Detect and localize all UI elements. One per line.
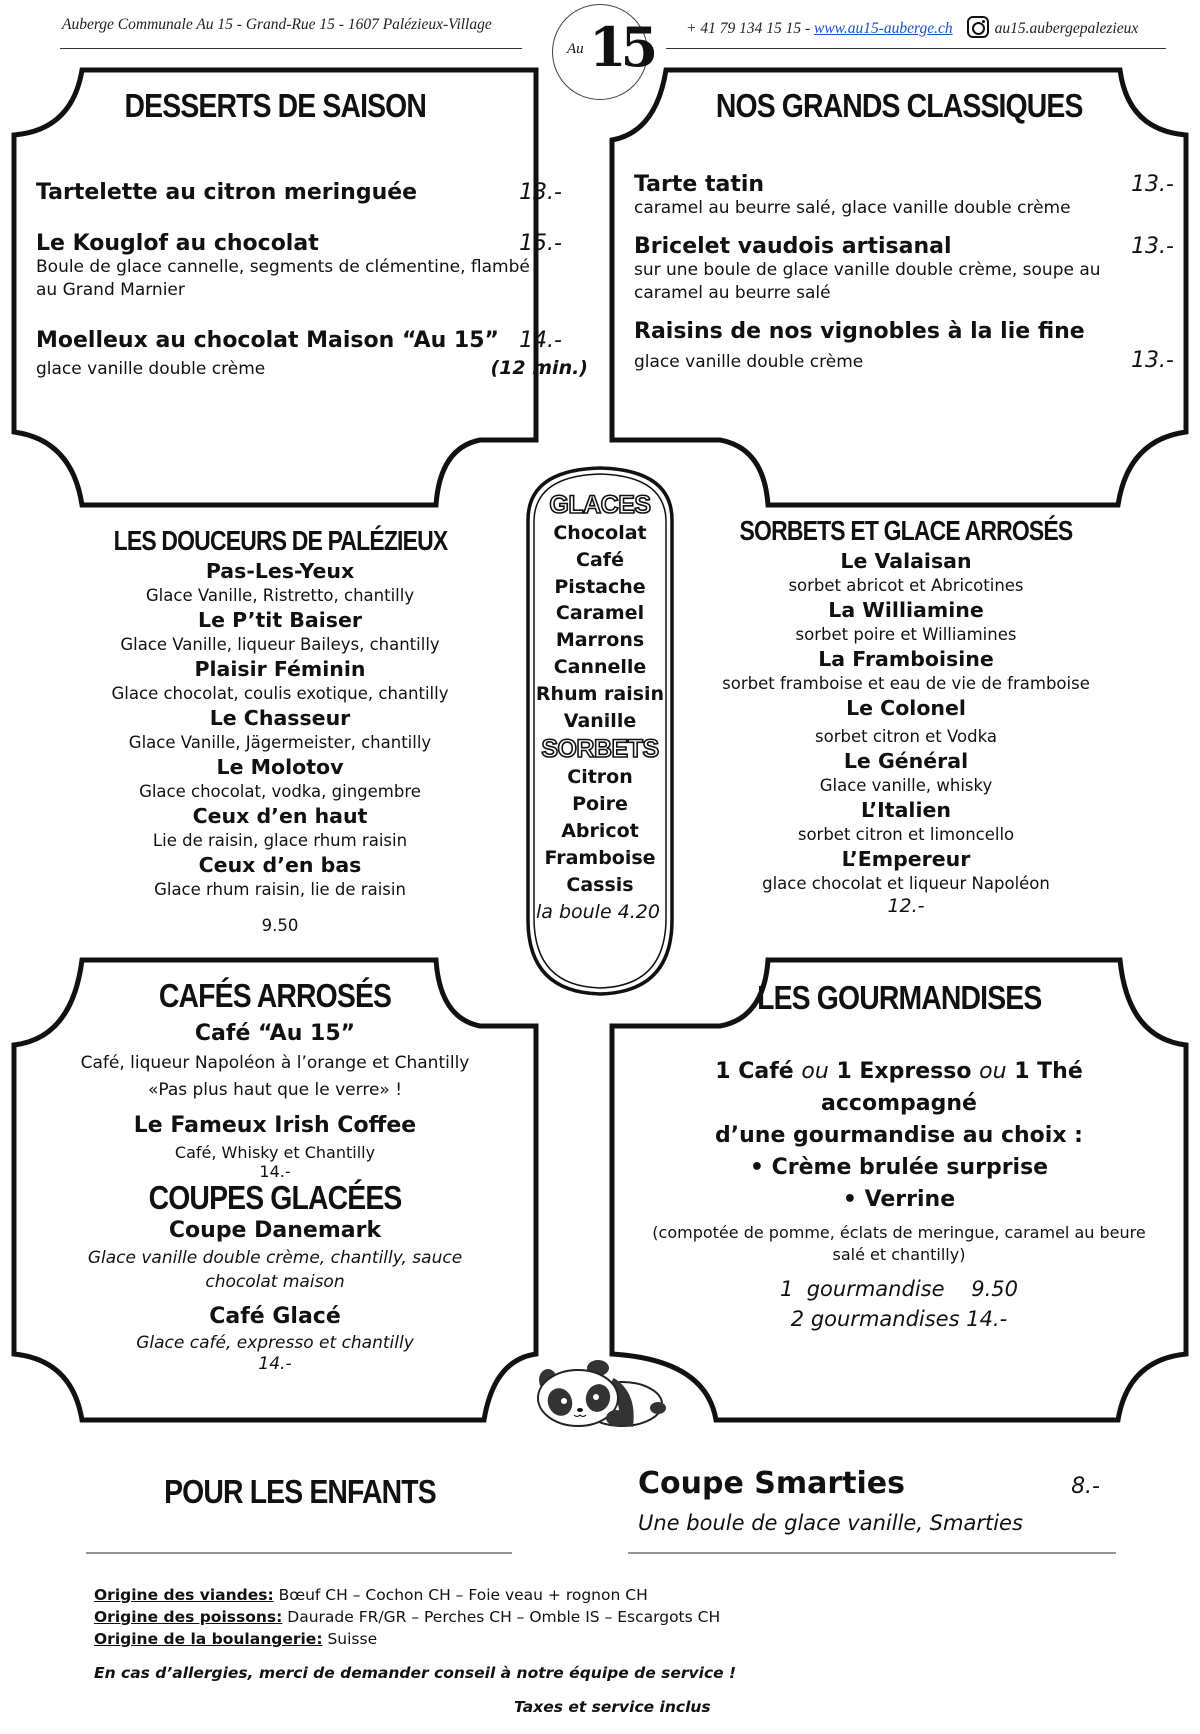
item-name: La Williamine xyxy=(828,598,984,622)
section-price: 12.- xyxy=(887,895,925,917)
item-desc: sorbet framboise et eau de vie de framboise xyxy=(722,674,1090,693)
item-desc: glace chocolat et liqueur Napoléon xyxy=(762,874,1050,893)
section-title: SORBETS ET GLACE ARROSÉS xyxy=(739,515,1073,546)
item-name: Café “Au 15” xyxy=(194,1021,356,1046)
au15-logo xyxy=(552,4,653,100)
menu-item xyxy=(634,172,1174,197)
item-name: Le Colonel xyxy=(846,696,966,720)
item-price: 14.- xyxy=(519,328,562,353)
douceurs-section xyxy=(60,524,500,937)
item-desc: Café, Whisky et Chantilly xyxy=(174,1143,376,1162)
address-text: Auberge Communale Au 15 - Grand-Rue 15 - 1607 Palézieux-Village xyxy=(62,16,492,33)
origin-line xyxy=(94,1606,894,1628)
menu-item-detail xyxy=(634,348,1174,374)
section-title: LES GOURMANDISES xyxy=(756,979,1042,1016)
section-title: NOS GRANDS CLASSIQUES xyxy=(715,87,1083,124)
offer-expresso: 1 Expresso xyxy=(836,1059,972,1084)
glaces-title: GLACES xyxy=(549,491,651,519)
item-desc: sur une boule de glace vanille double crème, soupe au caramel au beurre salé xyxy=(634,260,1101,303)
origin-value: Bœuf CH – Cochon CH – Foie veau + rognon CH xyxy=(273,1586,648,1604)
sorbet-flavor: Abricot xyxy=(561,819,639,842)
item-name: Pas-Les-Yeux xyxy=(205,559,355,583)
enfants-item xyxy=(638,1466,1108,1535)
origin-label: Origine des viandes: xyxy=(94,1586,274,1604)
item-desc: Une boule de glace vanille, Smarties xyxy=(638,1511,1023,1535)
section-title: LES DOUCEURS DE PALÉZIEUX xyxy=(113,525,447,556)
menu-item-detail xyxy=(36,357,588,381)
menu-item xyxy=(634,234,1174,259)
section-price: 9.50 xyxy=(261,916,299,935)
item-desc: Glace Vanille, Ristretto, chantilly xyxy=(145,586,415,605)
item-name: Plaisir Féminin xyxy=(194,657,366,681)
offer-line xyxy=(612,1056,1186,1088)
item-name: Moelleux au chocolat Maison “Au 15” xyxy=(36,328,499,353)
item-desc: sorbet poire et Williamines xyxy=(795,625,1017,644)
gourmandise-price: 1 gourmandise 9.50 xyxy=(780,1277,1018,1301)
website-link[interactable]: www.au15-auberge.ch xyxy=(814,20,953,37)
item-price: 8.- xyxy=(1071,1474,1100,1499)
offer-line-3: d’une gourmandise au choix : xyxy=(715,1123,1083,1148)
item-name: Café Glacé xyxy=(209,1304,341,1329)
origin-line xyxy=(94,1584,894,1606)
item-name: Le P’tit Baiser xyxy=(198,608,362,632)
section-title: DESSERTS DE SAISON xyxy=(124,87,426,124)
item-desc: Café, liqueur Napoléon à l’orange et Chantilly xyxy=(80,1053,470,1073)
item-price: 13.- xyxy=(1131,234,1174,259)
gourmandises-section xyxy=(612,980,1186,1334)
instagram-handle[interactable]: au15.aubergepalezieux xyxy=(994,20,1139,37)
sorbet-flavor: Framboise xyxy=(544,846,656,869)
item-price: 13.- xyxy=(519,180,562,205)
logo-number: 15 xyxy=(589,15,653,79)
gourmandise-price: 2 gourmandises 14.- xyxy=(790,1307,1008,1331)
item-name: Tarte tatin xyxy=(634,172,765,197)
item-desc: Glace Vanille, Jägermeister, chantilly xyxy=(128,733,432,752)
item-price: 13.- xyxy=(1131,348,1174,373)
menu-item xyxy=(36,328,562,353)
section-price: 14.- xyxy=(259,1162,291,1181)
item-desc: Lie de raisin, glace rhum raisin xyxy=(152,831,408,850)
desserts-saison-list xyxy=(36,180,588,381)
item-desc: Glace chocolat, coulis exotique, chantilly xyxy=(111,684,449,703)
item-desc: sorbet citron et limoncello xyxy=(797,825,1015,844)
grands-classiques-title-wrap xyxy=(612,88,1186,124)
desserts-saison-title-wrap xyxy=(14,88,536,124)
item-desc: Glace Vanille, liqueur Baileys, chantilly xyxy=(120,635,440,654)
flavor: Marrons xyxy=(555,629,645,652)
item-name: Le Fameux Irish Coffee xyxy=(133,1113,417,1138)
scoop-price: la boule 4.20 xyxy=(535,901,660,924)
origin-label: Origine des poissons: xyxy=(94,1608,283,1626)
gourmandise-option: • Crème brulée surprise xyxy=(749,1155,1049,1180)
item-desc: glace vanille double crème xyxy=(634,352,864,372)
item-price: 15.- xyxy=(519,231,562,256)
offer-or: ou xyxy=(801,1059,829,1084)
item-desc: Glace rhum raisin, lie de raisin xyxy=(154,880,406,899)
verrine-desc: (compotée de pomme, éclats de meringue, caramel au beure salé et chantilly) xyxy=(652,1223,1146,1264)
item-name: Bricelet vaudois artisanal xyxy=(634,234,952,259)
offer-the: 1 Thé xyxy=(1014,1059,1083,1084)
flavor: Vanille xyxy=(563,709,637,732)
item-desc: sorbet citron et Vodka xyxy=(815,727,997,746)
flavor: Café xyxy=(576,548,624,571)
item-desc: glace vanille double crème xyxy=(36,359,266,379)
offer-cafe: 1 Café xyxy=(715,1059,794,1084)
item-name: Le Valaisan xyxy=(840,549,972,573)
allergy-notice: En cas d’allergies, merci de demander conseil à notre équipe de service ! xyxy=(94,1664,737,1682)
gourmandise-option: • Verrine xyxy=(842,1187,956,1212)
item-name: Ceux d’en bas xyxy=(198,853,362,877)
origin-line xyxy=(94,1628,894,1650)
item-desc: Glace vanille, whisky xyxy=(819,776,993,795)
item-name: Ceux d’en haut xyxy=(192,804,368,828)
section-title: POUR LES ENFANTS xyxy=(164,1473,436,1510)
offer-or: ou xyxy=(979,1059,1007,1084)
menu-item xyxy=(36,180,562,205)
origins-block xyxy=(94,1584,894,1684)
item-desc: Glace vanille double crème, chantilly, sauce chocolat maison xyxy=(87,1248,463,1292)
glaces-column xyxy=(528,490,672,926)
item-name: La Framboisine xyxy=(818,647,994,671)
item-name: Raisins de nos vignobles à la lie fine xyxy=(634,319,1085,344)
item-desc: sorbet abricot et Abricotines xyxy=(788,576,1024,595)
phone-text: + 41 79 134 15 15 - xyxy=(686,20,814,37)
flavor: Cannelle xyxy=(553,655,647,678)
sorbet-flavor: Citron xyxy=(567,766,633,789)
origin-value: Suisse xyxy=(322,1630,378,1648)
sorbets-title: SORBETS xyxy=(541,735,659,764)
flavor: Caramel xyxy=(555,602,645,625)
section-price: 14.- xyxy=(258,1354,292,1374)
menu-item xyxy=(638,1466,1100,1501)
section-title: COUPES GLACÉES xyxy=(148,1179,402,1216)
offer-line-2: accompagné xyxy=(821,1091,977,1116)
origin-value: Daurade FR/GR – Perches CH – Omble IS – Escargots CH xyxy=(282,1608,721,1626)
item-name: Coupe Danemark xyxy=(168,1218,382,1243)
cafes-coupes-section xyxy=(14,978,536,1373)
item-name: Coupe Smarties xyxy=(638,1466,905,1501)
item-price: 13.- xyxy=(1131,172,1174,197)
item-tagline: «Pas plus haut que le verre» ! xyxy=(147,1080,403,1100)
item-desc: Boule de glace cannelle, segments de clémentine, flambé au Grand Marnier xyxy=(36,257,530,300)
flavor: Chocolat xyxy=(553,522,647,544)
item-desc: Glace café, expresso et chantilly xyxy=(136,1333,414,1353)
item-desc: Glace chocolat, vodka, gingembre xyxy=(139,782,421,801)
logo-prefix: Au xyxy=(567,41,584,57)
grands-classiques-list xyxy=(634,172,1174,374)
item-name: Le Kouglof au chocolat xyxy=(36,231,319,256)
item-name: L’Italien xyxy=(861,798,951,822)
item-desc: caramel au beurre salé, glace vanille double crème xyxy=(634,198,1071,218)
item-name: Tartelette au citron meringuée xyxy=(36,180,418,205)
item-name: Le Molotov xyxy=(216,755,344,779)
taxes-notice: Taxes et service inclus xyxy=(514,1698,711,1716)
section-title: CAFÉS ARROSÉS xyxy=(158,977,392,1014)
sorbet-flavor: Cassis xyxy=(566,873,634,896)
sorbets-arroses-section xyxy=(686,514,1126,917)
prep-time-note: (12 min.) xyxy=(490,357,588,379)
origin-label: Origine de la boulangerie: xyxy=(94,1630,323,1648)
enfants-title-wrap xyxy=(60,1474,540,1510)
menu-item xyxy=(36,231,562,256)
item-name: Le Chasseur xyxy=(209,706,351,730)
flavor: Rhum raisin xyxy=(535,682,665,705)
panda-icon xyxy=(530,1356,670,1436)
item-name: L’Empereur xyxy=(841,847,971,871)
item-name: Le Général xyxy=(843,749,969,773)
sorbet-flavor: Poire xyxy=(572,793,628,816)
flavor: Pistache xyxy=(554,575,646,598)
